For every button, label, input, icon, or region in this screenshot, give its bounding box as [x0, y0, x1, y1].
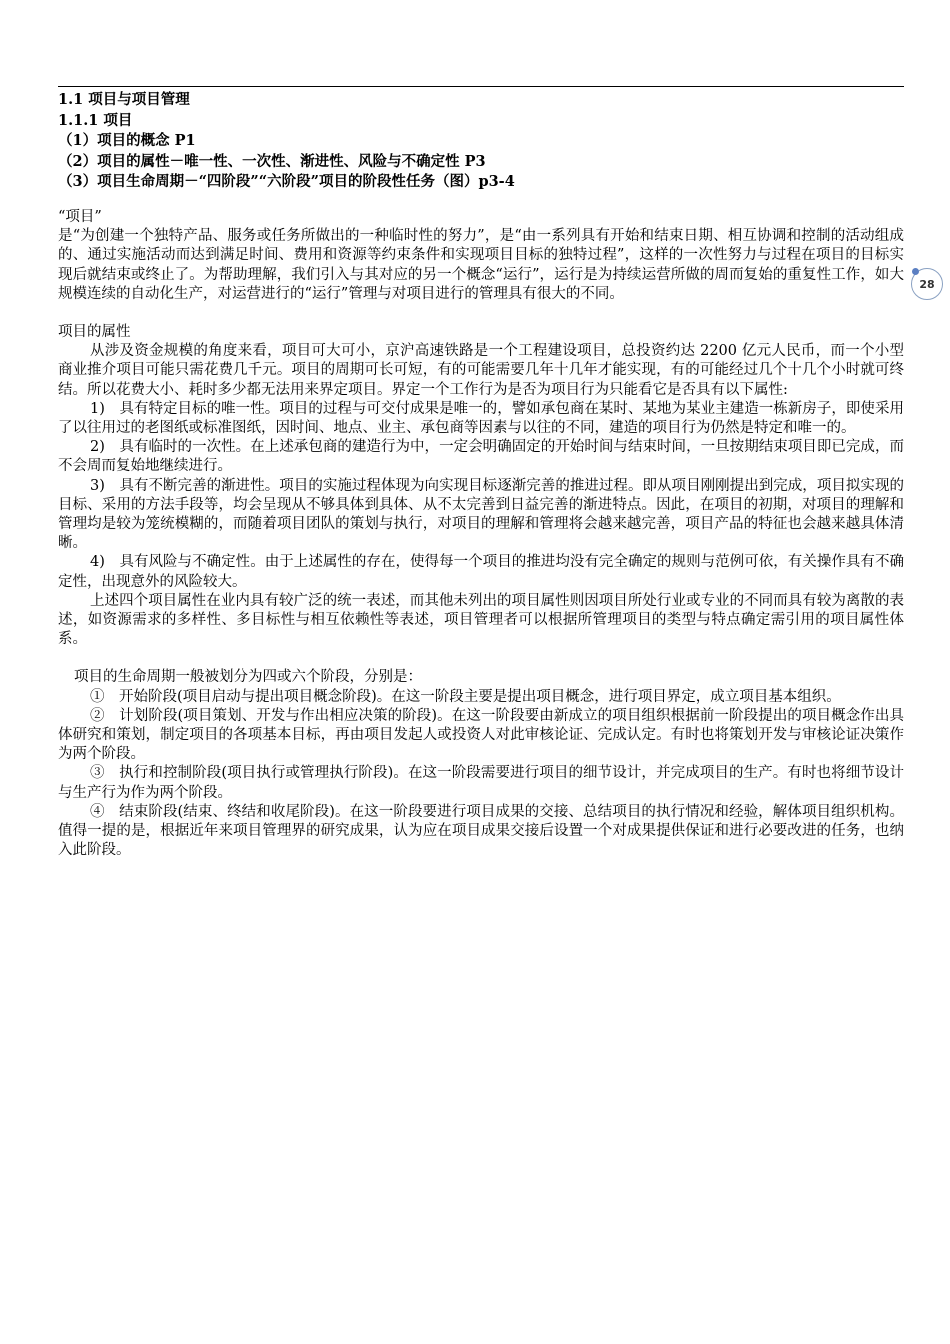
project-label: “项目”	[58, 209, 102, 225]
attributes-label: 项目的属性	[58, 324, 131, 341]
lifecycle-stage-2: ② 计划阶段(项目策划、开发与作出相应决策的阶段)。在这一阶段要由新成立的项目组织根据前一阶段提出的项目概念作出具体研究和策划，制定项目的各项基本目标，再由项目发起人或投资人对此审核论证、完成认定。有时也将策划开发与审核论证决策作为两个阶段。	[58, 707, 904, 763]
page-number: 28	[919, 277, 935, 291]
attributes-summary-paragraph: 上述四个项目属性在业内具有较广泛的统一表述，而其他未列出的项目属性则因项目所处行业或专业的不同而具有较为离散的表述，如资源需求的多样性、多目标性与相互依赖性等表述，项目管理者可以根据所管理项目的类型与特点确定需引用的项目属性体系。	[58, 592, 904, 648]
heading-section-1-1: 1.1 项目与项目管理	[58, 91, 190, 108]
lifecycle-intro: 项目的生命周期一般被划分为四或六个阶段，分别是：	[74, 669, 422, 686]
document-body	[58, 208, 904, 861]
heading-section-1-1-1: 1.1.1 项目	[58, 111, 133, 129]
attributes-intro-paragraph: 从涉及资金规模的角度来看，项目可大可小，京沪高速铁路是一个工程建设项目，总投资约达 2200 亿元人民币，而一个小型商业推介项目可能只需花费几千元。项目的周期可长可短，有的可能需要几年十几年才能实现，有的可能经过几个十几个小时就可终结。所以花费大小、耗时多少都无法用来界定项目。界定一个工作行为是否为项目行为只能看它是否具有以下属性:	[58, 343, 904, 398]
attribute-item-1: 1) 具有特定目标的唯一性。项目的过程与可交付成果是唯一的，譬如承包商在某时、某地为某业主建造一栋新房子，即使采用了以往用过的老图纸或标准图纸，因时间、地点、业主、承包商等因素与以往的不同，建造的项目行为仍然是特定和唯一的。	[58, 400, 904, 437]
attribute-item-4: 4) 具有风险与不确定性。由于上述属性的存在，使得每一个项目的推进均没有完全确定的规则与范例可依，有关操作具有不确定性，出现意外的风险较大。	[58, 554, 904, 590]
badge-dot-icon	[912, 268, 919, 275]
heading-project-lifecycle: （3）项目生命周期－“四阶段”“六阶段”项目的阶段性任务（图）p3-4	[58, 173, 515, 190]
section-headings	[58, 90, 918, 193]
lifecycle-stage-1: ① 开始阶段(项目启动与提出项目概念阶段)。在这一阶段主要是提出项目概念，进行项目界定，成立项目基本组织。	[90, 688, 841, 705]
header-rule	[58, 86, 904, 87]
attribute-item-3: 3) 具有不断完善的渐进性。项目的实施过程体现为向实现目标逐渐完善的推进过程。即从项目刚刚提出到完成，项目拟实现的目标、采用的方法手段等，均会呈现从不够具体到具体、从不太完善到日益完善的渐进特点。因此，在项目的初期，对项目的理解和管理均是较为笼统模糊的，而随着项目团队的策划与执行，对项目的理解和管理将会越来越完善，项目产品的特征也会越来越具体清晰。	[58, 477, 904, 552]
lifecycle-stage-4: ④ 结束阶段(结束、终结和收尾阶段)。在这一阶段要进行项目成果的交接、总结项目的执行情况和经验，解体项目组织机构。值得一提的是，根据近年来项目管理界的研究成果，认为应在项目成果交接后设置一个对成果提供保证和进行必要改进的任务，也纳入此阶段。	[58, 803, 904, 859]
heading-project-concept: （1）项目的概念 P1	[58, 132, 196, 149]
attribute-item-2: 2) 具有临时的一次性。在上述承包商的建造行为中，一定会明确固定的开始时间与结束时间，一旦按期结束项目即已完成，而不会周而复始地继续进行。	[58, 439, 904, 475]
project-definition-paragraph: 是“为创建一个独特产品、服务或任务所做出的一种临时性的努力”，是“由一系列具有开始和结束日期、相互协调和控制的活动组成的、通过实施活动而达到满足时间、费用和资源等约束条件和实现项目目标的独特过程”，这样的一次性努力与过程在项目的目标实现后就结束或终止了。为帮助理解，我们引入与其对应的另一个概念“运行”，运行是为持续运营所做的周而复始的重复性工作，如大规模连续的自动化生产，对运营进行的“运行”管理与对项目进行的管理具有很大的不同。	[58, 228, 904, 302]
heading-project-attributes: （2）项目的属性－唯一性、一次性、渐进性、风险与不确定性 P3	[58, 152, 486, 170]
lifecycle-stage-3: ③ 执行和控制阶段(项目执行或管理执行阶段)。在这一阶段需要进行项目的细节设计，并完成项目的生产。有时也将细节设计与生产行为作为两个阶段。	[58, 765, 904, 801]
